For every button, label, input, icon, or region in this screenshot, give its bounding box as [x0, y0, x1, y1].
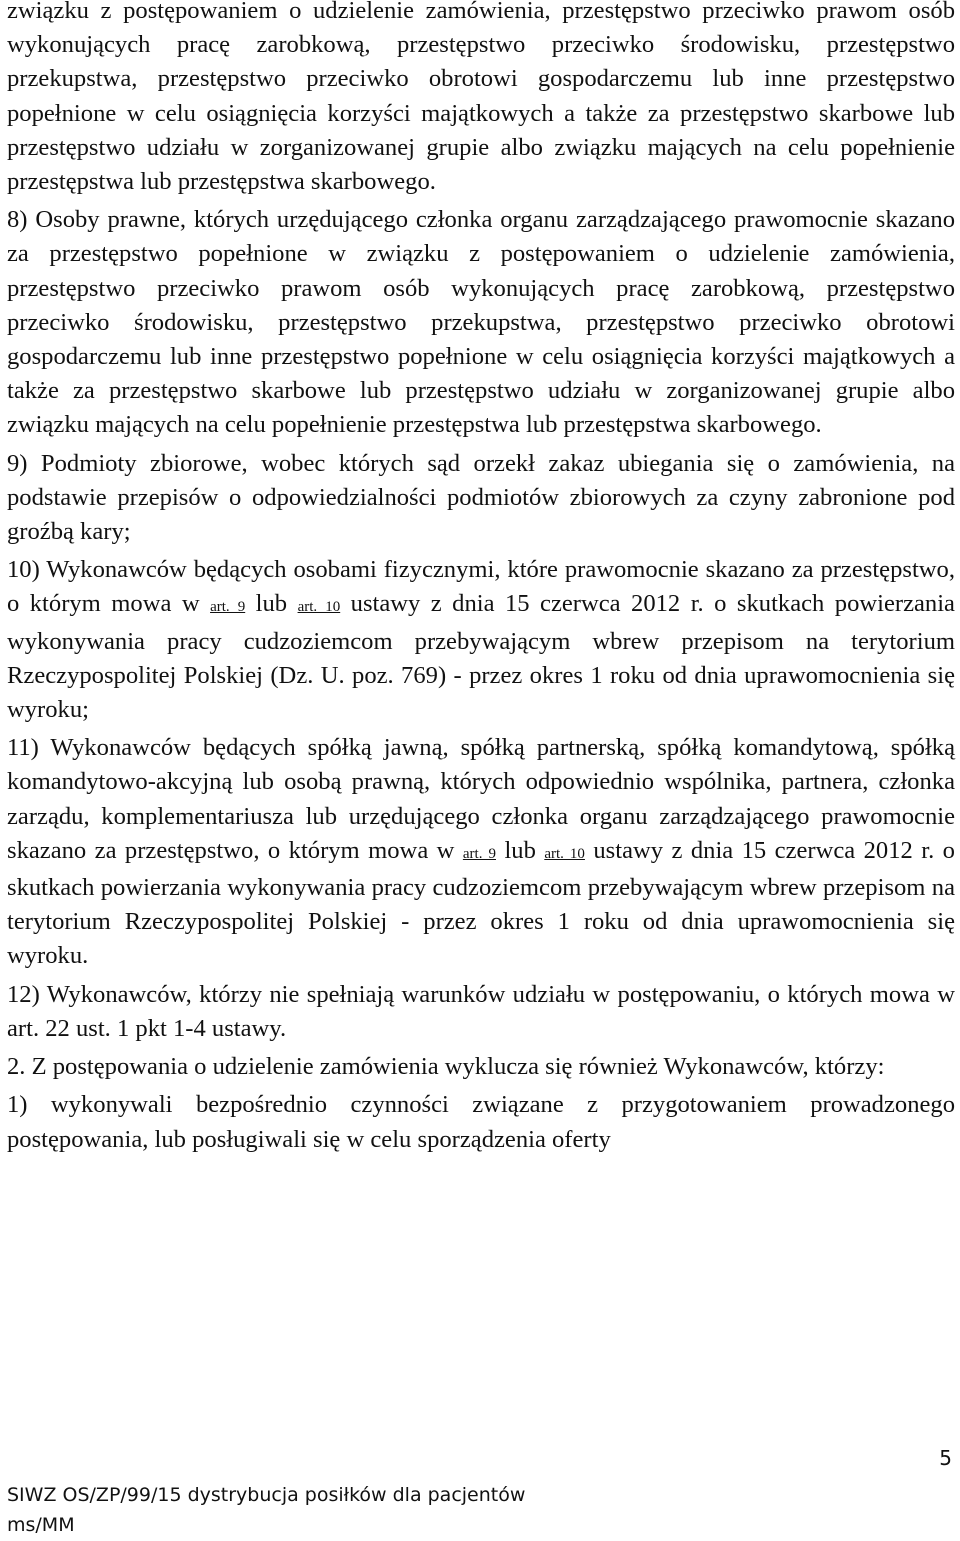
item-10-text-before: 10) Wykonawców będących osobami fizycznymi, które prawomocnie skazano za przestępstwo, o którym mowa w	[7, 556, 955, 618]
paragraph-item-10	[7, 553, 955, 727]
footer	[7, 1480, 525, 1540]
paragraph-item-9: 9) Podmioty zbiorowe, wobec których sąd orzekł zakaz ubiegania się o zamówienia, na podstawie przepisów o odpowiedzialności podmiotów zbiorowych za czyny zabronione pod groźbą kary;	[7, 449, 955, 546]
paragraph-section-2-item-1: 1) wykonywali bezpośrednio czynności związane z przygotowaniem prowadzonego postępowania, lub posługiwali się w celu sporządzenia oferty	[7, 1091, 955, 1153]
document-body	[7, 0, 955, 1161]
item-10-link-art-9[interactable]: art. 9	[210, 599, 246, 616]
item-11-link-art-9[interactable]: art. 9	[462, 845, 496, 862]
paragraph-section-2: 2. Z postępowania o udzielenie zamówienia wyklucza się również Wykonawców, którzy:	[7, 1053, 885, 1081]
paragraph-continuation: związku z postępowaniem o udzielenie zamówienia, przestępstwo przeciwko prawom osób wykonujących pracę zarobkową, przestępstwo przeciwko środowisku, przestępstwo przekupstwa, przestępstwo przeciwko obrotowi gospodarczemu lub inne przestępstwo popełnione w celu osiągnięcia korzyści majątkowych a także za przestępstwo skarbowe lub przestępstwo udziału w zorganizowanej grupie albo związku mających na celu popełnienie przestępstwa lub przestępstwa skarbowego.	[7, 0, 955, 196]
page-number: 5	[939, 1446, 952, 1470]
paragraph-item-8: 8) Osoby prawne, których urzędującego członka organu zarządzającego prawomocnie skazano za przestępstwo popełnione w związku z postępowaniem o udzielenie zamówienia, przestępstwo przeciwko prawom osób wykonujących pracę zarobkową, przestępstwo przeciwko środowisku, przestępstwo przekupstwa, przestępstwo przeciwko obrotowi gospodarczemu lub inne przestępstwo popełnione w celu osiągnięcia korzyści majątkowych a także za przestępstwo skarbowe lub przestępstwo udziału w zorganizowanej grupie albo związku mających na celu popełnienie przestępstwa lub przestępstwa skarbowego.	[7, 206, 955, 439]
footer-document-reference: SIWZ OS/ZP/99/15 dystrybucja posiłków dla pacjentów	[7, 1484, 526, 1506]
item-10-link-art-10[interactable]: art. 10	[297, 599, 341, 616]
item-11-text-after: ustawy z dnia 15 czerwca 2012 r. o skutkach powierzania wykonywania pracy cudzoziemcom przebywającym wbrew przepisom na terytorium Rzeczypospolitej Polskiej - przez okres 1 roku od dnia uprawomocnienia się wyroku.	[7, 836, 955, 970]
item-11-text-before: 11) Wykonawców będących spółką jawną, spółką partnerską, spółką komandytową, spółką komandytowo-akcyjną lub osobą prawną, których odpowiednio wspólnika, partnera, członka zarządu, komplementariusza lub urzędującego członka organu zarządzającego prawomocnie skazano za przestępstwo, o którym mowa w	[7, 734, 955, 864]
item-11-text-middle: lub	[496, 836, 545, 864]
item-10-text-middle: lub	[245, 590, 298, 618]
paragraph-item-12: 12) Wykonawców, którzy nie spełniają warunków udziału w postępowaniu, o których mowa w art. 22 ust. 1 pkt 1-4 ustawy.	[7, 980, 955, 1042]
paragraph-item-11	[7, 731, 955, 973]
item-11-link-art-10[interactable]: art. 10	[544, 845, 585, 862]
item-10-text-after: ustawy z dnia 15 czerwca 2012 r. o skutkach powierzania wykonywania pracy cudzoziemcom przebywającym wbrew przepisom na terytorium Rzeczypospolitej Polskiej (Dz. U. poz. 769) - przez okres 1 roku od dnia uprawomocnienia się wyroku;	[7, 590, 955, 724]
footer-author-initials: ms/MM	[7, 1514, 75, 1536]
